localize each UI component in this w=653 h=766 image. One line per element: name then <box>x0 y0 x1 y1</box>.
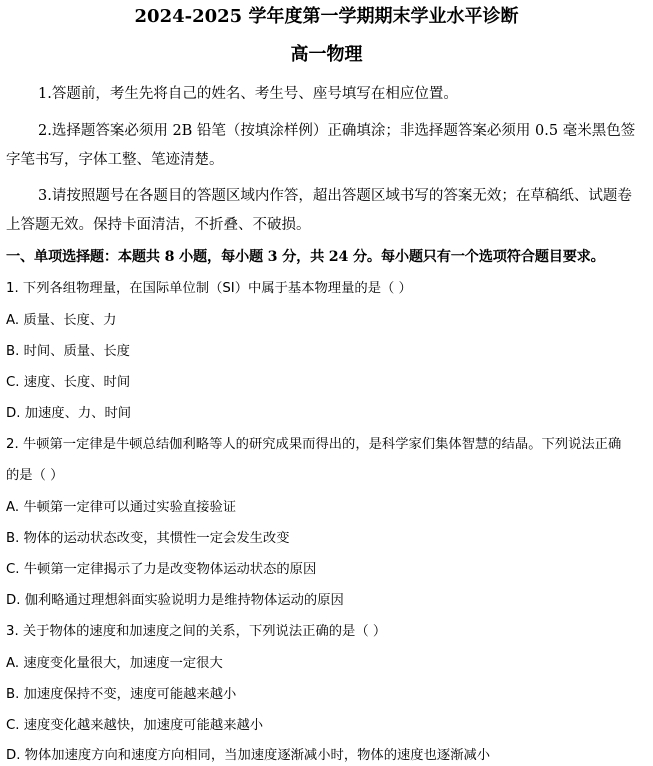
option-d: D. 加速度、力、时间 <box>6 406 132 421</box>
option-c: C. 速度、长度、时间 <box>6 375 131 390</box>
option-a: A. 速度变化量很大，加速度一定很大 <box>6 656 223 671</box>
option-a: A. 牛顿第一定律可以通过实验直接验证 <box>6 500 237 515</box>
notice-text: 1.答题前，考生先将自己的姓名、考生号、座号填写在相应位置。 <box>38 86 458 102</box>
option-b: B. 时间、质量、长度 <box>6 344 130 359</box>
notice-item <box>6 182 646 240</box>
question-stem: 3. 关于物体的速度和加速度之间的关系，下列说法正确的是（ ） <box>6 624 387 639</box>
option-d: D. 伽利略通过理想斜面实验说明力是维持物体运动的原因 <box>6 593 344 608</box>
option-c: C. 速度变化越来越快，加速度可能越来越小 <box>6 718 264 733</box>
exam-title: 2024-2025 学年度第一学期期末学业水平诊断 <box>134 6 519 27</box>
question-stem: 2. 牛顿第一定律是牛顿总结伽利略等人的研究成果而得出的，是科学家们集体智慧的结晶。下列说法正确 <box>6 437 622 452</box>
option-b: B. 物体的运动状态改变，其惯性一定会发生改变 <box>6 531 290 546</box>
option-d: D. 物体加速度方向和速度方向相同，当加速度逐渐减小时，物体的速度也逐渐减小 <box>6 748 491 763</box>
exam-subject: 高一物理 <box>290 44 363 65</box>
notice-text: 2.选择题答案必须用 2B 铅笔（按填涂样例）正确填涂；非选择题答案必须用 0.5 毫米黑色签字笔书写，字体工整、笔迹清楚。 <box>6 123 636 168</box>
question-stem: 1. 下列各组物理量，在国际单位制（SI）中属于基本物理量的是（ ） <box>6 281 412 296</box>
option-c: C. 牛顿第一定律揭示了力是改变物体运动状态的原因 <box>6 562 317 577</box>
notice-text: 3.请按照题号在各题目的答题区域内作答，超出答题区域书写的答案无效；在草稿纸、试题卷上答题无效。保持卡面清洁，不折叠、不破损。 <box>6 188 632 233</box>
notice-item <box>6 117 646 175</box>
notice-item <box>6 80 646 109</box>
section-heading: 一、单项选择题：本题共 8 小题，每小题 3 分，共 24 分。每小题只有一个选项符合题目要求。 <box>6 249 605 265</box>
option-b: B. 加速度保持不变，速度可能越来越小 <box>6 687 237 702</box>
question-stem-continuation: 的是（ ） <box>6 468 64 483</box>
option-a: A. 质量、长度、力 <box>6 313 117 328</box>
